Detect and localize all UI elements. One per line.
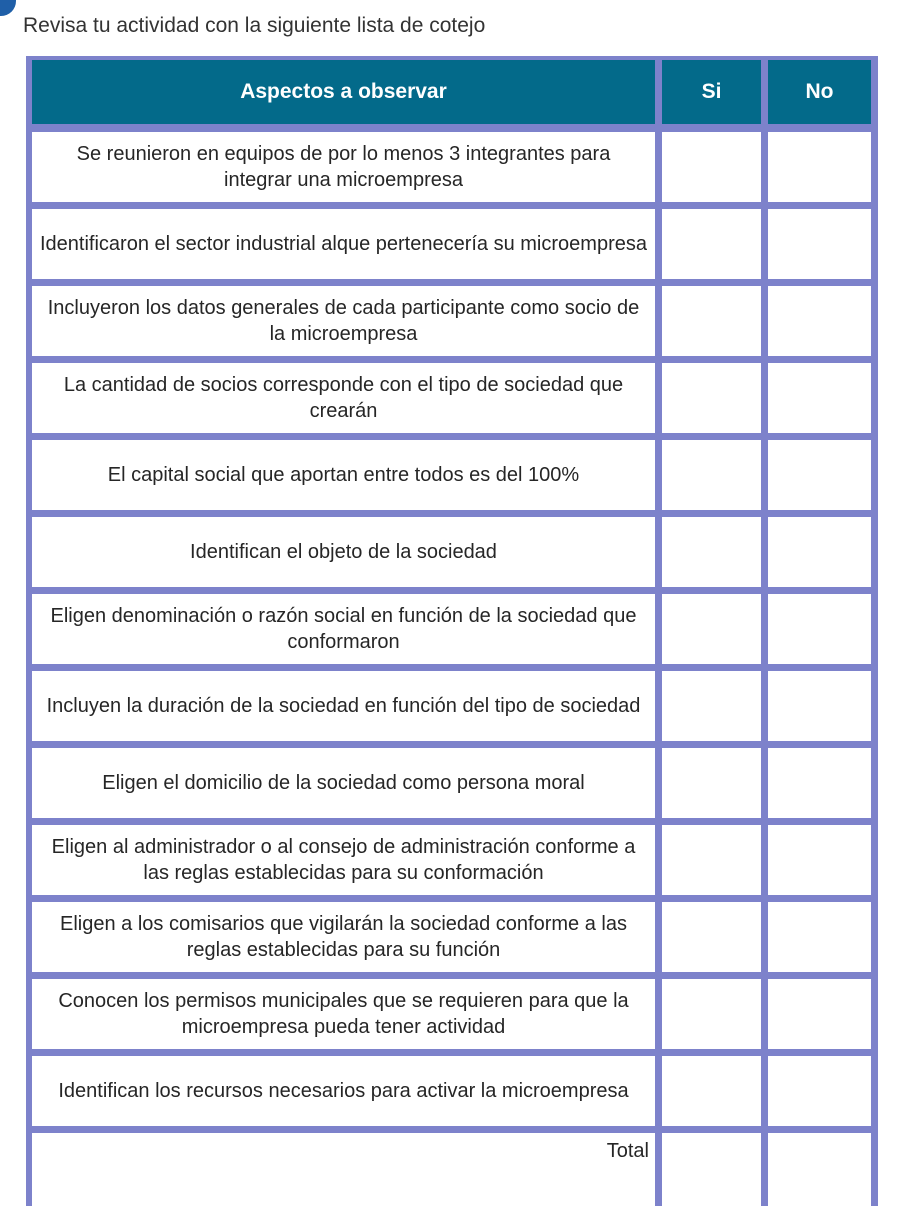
aspect-text: Conocen los permisos municipales que se requieren para que la microempresa pueda tener actividad — [58, 990, 629, 1038]
total-label-cell — [32, 1133, 655, 1213]
si-cell[interactable] — [662, 594, 761, 664]
no-cell[interactable] — [768, 517, 871, 587]
si-cell[interactable] — [662, 979, 761, 1049]
aspect-cell — [32, 671, 655, 741]
checklist-table — [32, 60, 871, 1213]
total-si-cell[interactable] — [662, 1133, 761, 1213]
aspect-text: Eligen a los comisarios que vigilarán la sociedad conforme a las reglas establecidas para su función — [60, 913, 627, 961]
aspect-cell — [32, 748, 655, 818]
no-cell[interactable] — [768, 979, 871, 1049]
si-cell[interactable] — [662, 440, 761, 510]
si-cell[interactable] — [662, 1056, 761, 1126]
aspect-cell — [32, 1056, 655, 1126]
aspect-cell — [32, 517, 655, 587]
no-cell[interactable] — [768, 594, 871, 664]
si-cell[interactable] — [662, 671, 761, 741]
header-no: No — [768, 60, 871, 124]
aspect-cell — [32, 594, 655, 664]
si-cell[interactable] — [662, 132, 761, 202]
si-cell[interactable] — [662, 209, 761, 279]
table-row — [32, 1056, 871, 1126]
aspect-text: Eligen denominación o razón social en función de la sociedad que conformaron — [50, 605, 637, 653]
aspect-text: Se reunieron en equipos de por lo menos 3 integrantes para integrar una microempresa — [76, 143, 611, 191]
si-cell[interactable] — [662, 748, 761, 818]
header-si: Si — [662, 60, 761, 124]
table-row — [32, 132, 871, 202]
table-row — [32, 286, 871, 356]
no-cell[interactable] — [768, 825, 871, 895]
aspect-cell — [32, 825, 655, 895]
table-row — [32, 363, 871, 433]
si-cell[interactable] — [662, 363, 761, 433]
total-label: Total — [606, 1140, 649, 1162]
no-cell[interactable] — [768, 209, 871, 279]
aspect-text: Eligen al administrador o al consejo de administración conforme a las reglas establecidas para su conformación — [51, 836, 636, 884]
aspect-cell — [32, 440, 655, 510]
aspect-text: El capital social que aportan entre todos es del 100% — [107, 464, 580, 486]
table-row — [32, 440, 871, 510]
aspect-text: Identifican el objeto de la sociedad — [190, 541, 497, 563]
header-aspects: Aspectos a observar — [32, 60, 655, 124]
no-cell[interactable] — [768, 440, 871, 510]
si-cell[interactable] — [662, 286, 761, 356]
table-row — [32, 517, 871, 587]
aspect-text: Eligen el domicilio de la sociedad como persona moral — [102, 772, 585, 794]
aspect-text: Identifican los recursos necesarios para activar la microempresa — [58, 1080, 629, 1102]
checklist-sheet — [26, 56, 878, 1206]
table-header-row — [32, 60, 871, 124]
aspect-cell — [32, 132, 655, 202]
si-cell[interactable] — [662, 517, 761, 587]
no-cell[interactable] — [768, 286, 871, 356]
table-row — [32, 671, 871, 741]
aspect-cell — [32, 286, 655, 356]
aspect-cell — [32, 209, 655, 279]
no-cell[interactable] — [768, 902, 871, 972]
table-row — [32, 902, 871, 972]
aspect-text: Incluyen la duración de la sociedad en función del tipo de sociedad — [46, 695, 641, 717]
no-cell[interactable] — [768, 1056, 871, 1126]
table-row — [32, 594, 871, 664]
table-row — [32, 979, 871, 1049]
aspect-text: Identificaron el sector industrial alque pertenecería su microempresa — [40, 233, 647, 255]
table-row — [32, 748, 871, 818]
total-row — [32, 1133, 871, 1213]
aspect-cell — [32, 979, 655, 1049]
total-no-cell[interactable] — [768, 1133, 871, 1213]
no-cell[interactable] — [768, 132, 871, 202]
aspect-cell — [32, 902, 655, 972]
page-title: Revisa tu actividad con la siguiente lista de cotejo — [23, 14, 486, 37]
si-cell[interactable] — [662, 902, 761, 972]
no-cell[interactable] — [768, 671, 871, 741]
no-cell[interactable] — [768, 748, 871, 818]
table-row — [32, 825, 871, 895]
aspect-text: Incluyeron los datos generales de cada participante como socio de la microempresa — [47, 297, 640, 345]
aspect-cell — [32, 363, 655, 433]
corner-decoration — [0, 0, 16, 16]
no-cell[interactable] — [768, 363, 871, 433]
aspect-text: La cantidad de socios corresponde con el tipo de sociedad que crearán — [63, 374, 624, 422]
table-row — [32, 209, 871, 279]
si-cell[interactable] — [662, 825, 761, 895]
